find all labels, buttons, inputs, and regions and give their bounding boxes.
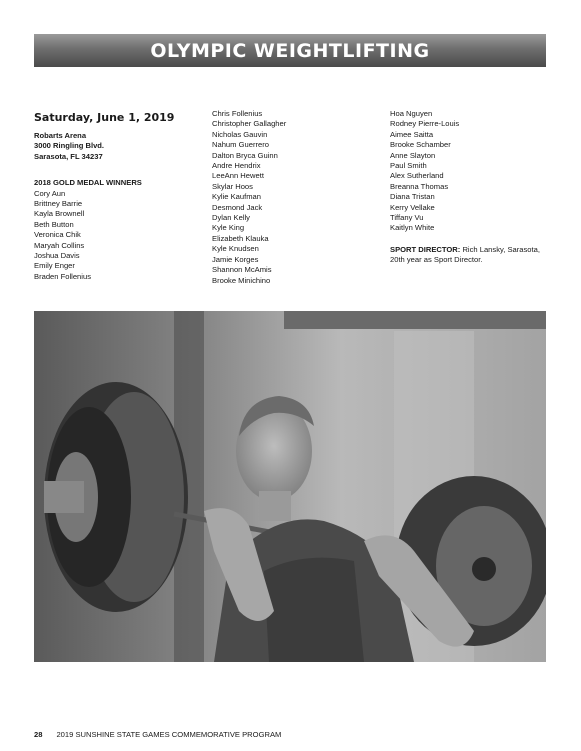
venue-address — [34, 131, 199, 162]
winner-name: Hoa Nguyen — [390, 109, 433, 118]
winner-name: Dalton Bryca Guinn — [212, 150, 278, 160]
venue-name: Robarts Arena — [34, 131, 87, 140]
winner-name: Tiffany Vu — [390, 213, 424, 223]
sport-director-label: SPORT DIRECTOR: — [390, 244, 461, 254]
winner-name: Rodney Pierre-Louis — [390, 119, 460, 129]
winner-name: Jamie Korges — [212, 254, 259, 264]
venue-street: 3000 Ringling Blvd. — [34, 141, 105, 151]
winner-name: Desmond Jack — [212, 202, 263, 212]
winner-name: Braden Follenius — [34, 271, 91, 281]
winner-name: Aimee Saitta — [390, 129, 434, 139]
winners-heading: 2018 GOLD MEDAL WINNERS — [34, 178, 142, 188]
winner-name: Skylar Hoos — [212, 181, 253, 191]
winner-name: Joshua Davis — [34, 251, 80, 261]
winner-name: Kayla Brownell — [34, 209, 85, 219]
winners-list-1 — [34, 189, 199, 283]
winner-name: Elizabeth Klauka — [212, 233, 269, 243]
winners-column-2 — [212, 109, 377, 286]
winner-name: Maryah Collins — [34, 240, 85, 250]
winner-name: Nahum Guerrero — [212, 140, 269, 150]
winner-name: Kyle King — [212, 223, 245, 233]
winner-name: Nicholas Gauvin — [212, 129, 268, 139]
page-number: 28 — [34, 730, 43, 739]
winner-name: Alex Sutherland — [390, 171, 444, 181]
winner-name: Brooke Schamber — [390, 140, 451, 150]
winner-name: Kylie Kaufman — [212, 192, 261, 202]
winner-name: Andre Hendrix — [212, 161, 261, 171]
winner-name: Paul Smith — [390, 161, 427, 171]
winner-name: Cory Aun — [34, 188, 66, 198]
winner-name: Diana Tristan — [390, 192, 435, 202]
title-banner — [34, 34, 546, 67]
winner-name: Brooke Minichino — [212, 275, 271, 285]
page-footer — [34, 730, 281, 739]
program-title: 2019 SUNSHINE STATE GAMES COMMEMORATIVE PROGRAM — [56, 730, 282, 739]
winner-name: Kaitlyn White — [390, 223, 435, 233]
winners-list-3 — [390, 109, 550, 234]
event-info-column — [34, 109, 199, 282]
weightlifter-illustration — [34, 311, 546, 662]
winner-name: Breanna Thomas — [390, 181, 449, 191]
winner-name: Dylan Kelly — [212, 213, 250, 223]
winner-name: Anne Slayton — [390, 150, 436, 160]
winner-name: LeeAnn Hewett — [212, 171, 264, 181]
venue-city: Sarasota, FL 34237 — [34, 151, 103, 161]
winner-name: Veronica Chik — [34, 230, 81, 240]
winners-column-3 — [390, 109, 550, 266]
winner-name: Shannon McAmis — [212, 265, 272, 275]
winner-name: Kyle Knudsen — [212, 244, 259, 254]
winner-name: Emily Enger — [34, 261, 75, 271]
winners-list-2 — [212, 109, 377, 286]
sport-director — [390, 245, 550, 266]
winner-name: Christopher Gallagher — [212, 119, 287, 129]
winner-name: Beth Button — [34, 219, 74, 229]
winner-name: Chris Follenius — [212, 109, 263, 118]
weightlifter-photo — [34, 311, 546, 662]
sport-director-text: Rich Lansky, Sarasota, 20th year as Sport Director. — [390, 244, 540, 265]
winner-name: Kerry Vellake — [390, 202, 435, 212]
winner-name: Brittney Barrie — [34, 199, 83, 209]
page-title: OLYMPIC WEIGHTLIFTING — [150, 39, 430, 62]
event-date: Saturday, June 1, 2019 — [34, 111, 175, 124]
